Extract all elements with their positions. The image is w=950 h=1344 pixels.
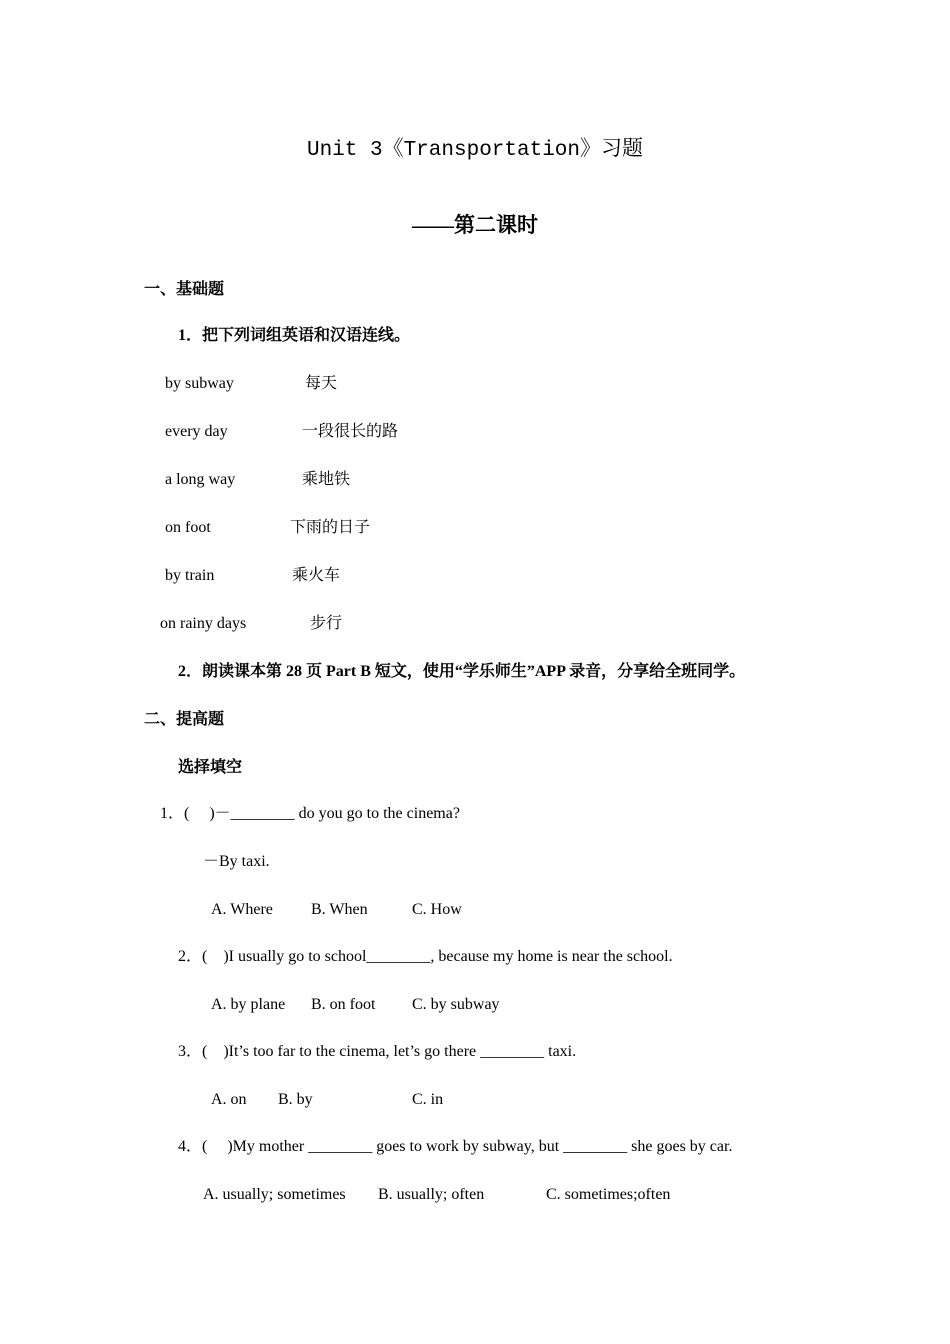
match-chinese-item: 一段很长的路 xyxy=(302,423,399,440)
option-b: B. When xyxy=(311,901,368,918)
option-c: C. How xyxy=(412,901,462,918)
option-a: A. usually; sometimes xyxy=(203,1186,346,1203)
question-stem: 1．( )－________ do you go to the cinema? xyxy=(160,805,460,822)
match-english-item: every day xyxy=(165,423,228,440)
option-c: C. in xyxy=(412,1091,444,1108)
match-english-item: a long way xyxy=(165,471,236,488)
match-chinese-item: 下雨的日子 xyxy=(290,519,371,536)
match-english-item: by train xyxy=(165,567,215,584)
question-stem: 3．( )It’s too far to the cinema, let’s go there ________ taxi. xyxy=(178,1043,577,1060)
option-a: A. by plane xyxy=(211,996,286,1013)
match-chinese-item: 乘地铁 xyxy=(302,471,351,488)
section-1-heading: 一、基础题 xyxy=(144,281,225,298)
question-stem: 2．( )I usually go to school________, because my home is near the school. xyxy=(178,948,673,965)
option-a: A. Where xyxy=(211,901,273,918)
match-chinese-item: 乘火车 xyxy=(292,567,341,584)
option-a: A. on xyxy=(211,1091,247,1108)
option-b: B. by xyxy=(278,1091,313,1108)
match-chinese-item: 步行 xyxy=(310,615,343,632)
question-answer-line: －By taxi. xyxy=(203,853,270,870)
match-chinese-item: 每天 xyxy=(305,375,338,392)
section-2-subheading: 选择填空 xyxy=(178,759,243,776)
option-c: C. by subway xyxy=(412,996,500,1013)
section-2-heading: 二、提高题 xyxy=(144,711,225,728)
option-b: B. usually; often xyxy=(378,1186,485,1203)
option-c: C. sometimes;often xyxy=(546,1186,671,1203)
option-b: B. on foot xyxy=(311,996,376,1013)
q1-instruction: 1．把下列词组英语和汉语连线。 xyxy=(178,327,411,344)
question-stem: 4．( )My mother ________ goes to work by subway, but ________ she goes by car. xyxy=(178,1138,733,1155)
page-subtitle: ——第二课时 xyxy=(412,213,538,237)
match-english-item: on foot xyxy=(165,519,211,536)
page-title: Unit 3《Transportation》习题 xyxy=(306,139,644,162)
match-english-item: on rainy days xyxy=(160,615,247,632)
q2-instruction: 2．朗读课本第 28 页 Part B 短文，使用“学乐师生”APP 录音，分享给全班同学。 xyxy=(178,663,746,680)
match-english-item: by subway xyxy=(165,375,234,392)
